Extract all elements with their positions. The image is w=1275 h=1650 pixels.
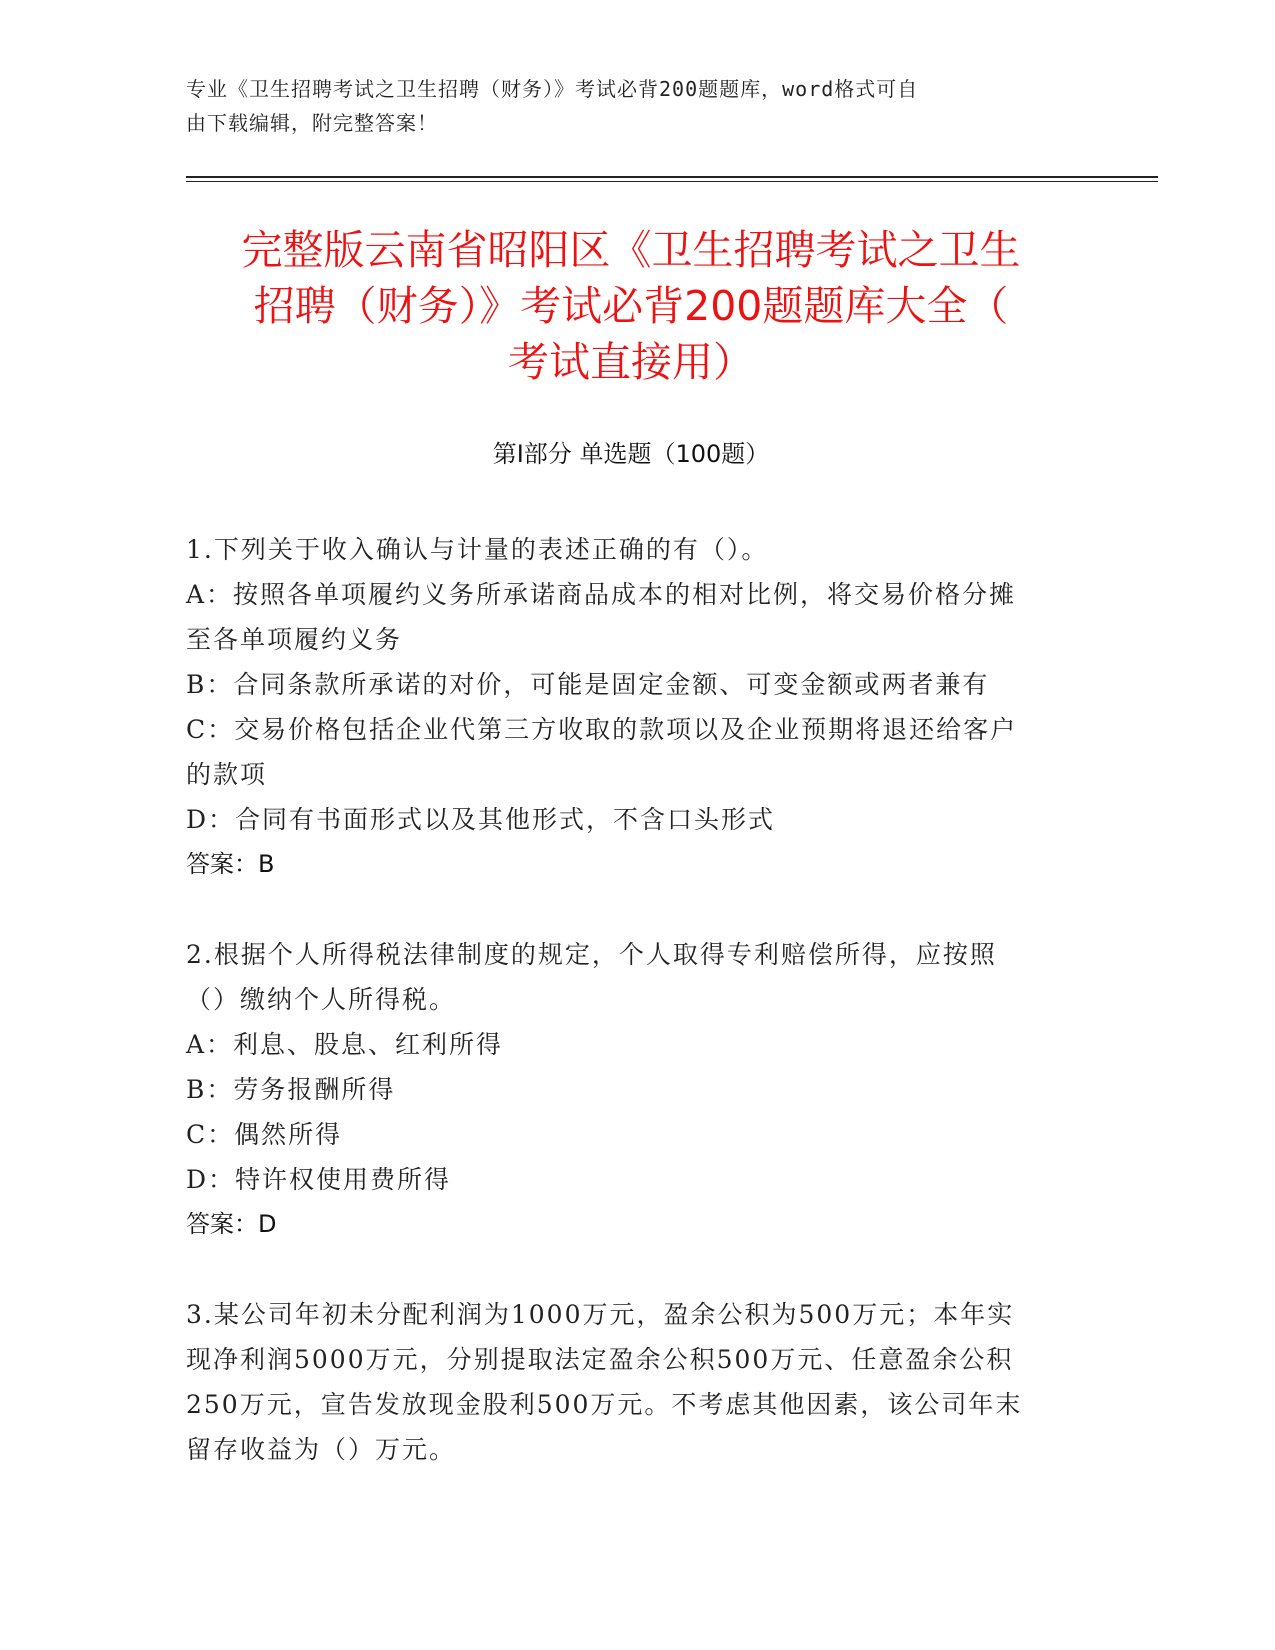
- question-1: [186, 527, 1086, 886]
- question-stem-line: 250万元，宣告发放现金股利500万元。不考虑其他因素，该公司年末: [186, 1390, 1023, 1419]
- option-b: B：劳务报酬所得: [186, 1075, 396, 1104]
- question-stem-line: 2.根据个人所得税法律制度的规定，个人取得专利赔偿所得，应按照: [186, 940, 997, 969]
- option-d: D：特许权使用费所得: [186, 1165, 452, 1194]
- option-b: B：合同条款所承诺的对价，可能是固定金额、可变金额或两者兼有: [186, 670, 990, 699]
- header-rule-thin: [186, 181, 1158, 182]
- question-stem-line: （）缴纳个人所得税。: [186, 985, 457, 1014]
- header-line-2: 由下载编辑，附完整答案！: [186, 111, 438, 135]
- section-heading: 第I部分 单选题（100题）: [492, 440, 770, 468]
- answer: 答案：D: [186, 1210, 277, 1238]
- question-2: [186, 932, 1086, 1246]
- header-line-1: 专业《卫生招聘考试之卫生招聘（财务）》考试必背200题题库，word格式可自: [186, 77, 919, 101]
- title-line-3: 考试直接用）: [508, 338, 754, 386]
- option-c-continued: 的款项: [186, 760, 268, 789]
- header-rule-thick: [186, 176, 1158, 178]
- option-c: C：交易价格包括企业代第三方收取的款项以及企业预期将退还给客户: [186, 715, 1018, 744]
- option-a: A：利息、股息、红利所得: [186, 1030, 504, 1059]
- question-list: [186, 527, 1086, 1518]
- question-stem-line: 1.下列关于收入确认与计量的表述正确的有（）。: [186, 535, 769, 564]
- option-d: D：合同有书面形式以及其他形式，不含口头形式: [186, 805, 776, 834]
- document-title: [186, 222, 1076, 390]
- page-header: [186, 72, 1086, 140]
- title-line-1: 完整版云南省昭阳区《卫生招聘考试之卫生: [241, 226, 1021, 274]
- option-c: C：偶然所得: [186, 1120, 343, 1149]
- option-a: A：按照各单项履约义务所承诺商品成本的相对比例，将交易价格分摊: [186, 580, 1017, 609]
- answer: 答案：B: [186, 850, 275, 878]
- question-3: [186, 1292, 1086, 1472]
- question-stem-line: 现净利润5000万元，分别提取法定盈余公积500万元、任意盈余公积: [186, 1345, 1014, 1374]
- option-a-continued: 至各单项履约义务: [186, 625, 403, 654]
- question-stem-line: 3.某公司年初未分配利润为1000万元，盈余公积为500万元；本年实: [186, 1300, 1015, 1329]
- question-stem-line: 留存收益为（）万元。: [186, 1435, 457, 1464]
- title-line-2: 招聘（财务）》考试必背200题题库大全（: [253, 282, 1009, 330]
